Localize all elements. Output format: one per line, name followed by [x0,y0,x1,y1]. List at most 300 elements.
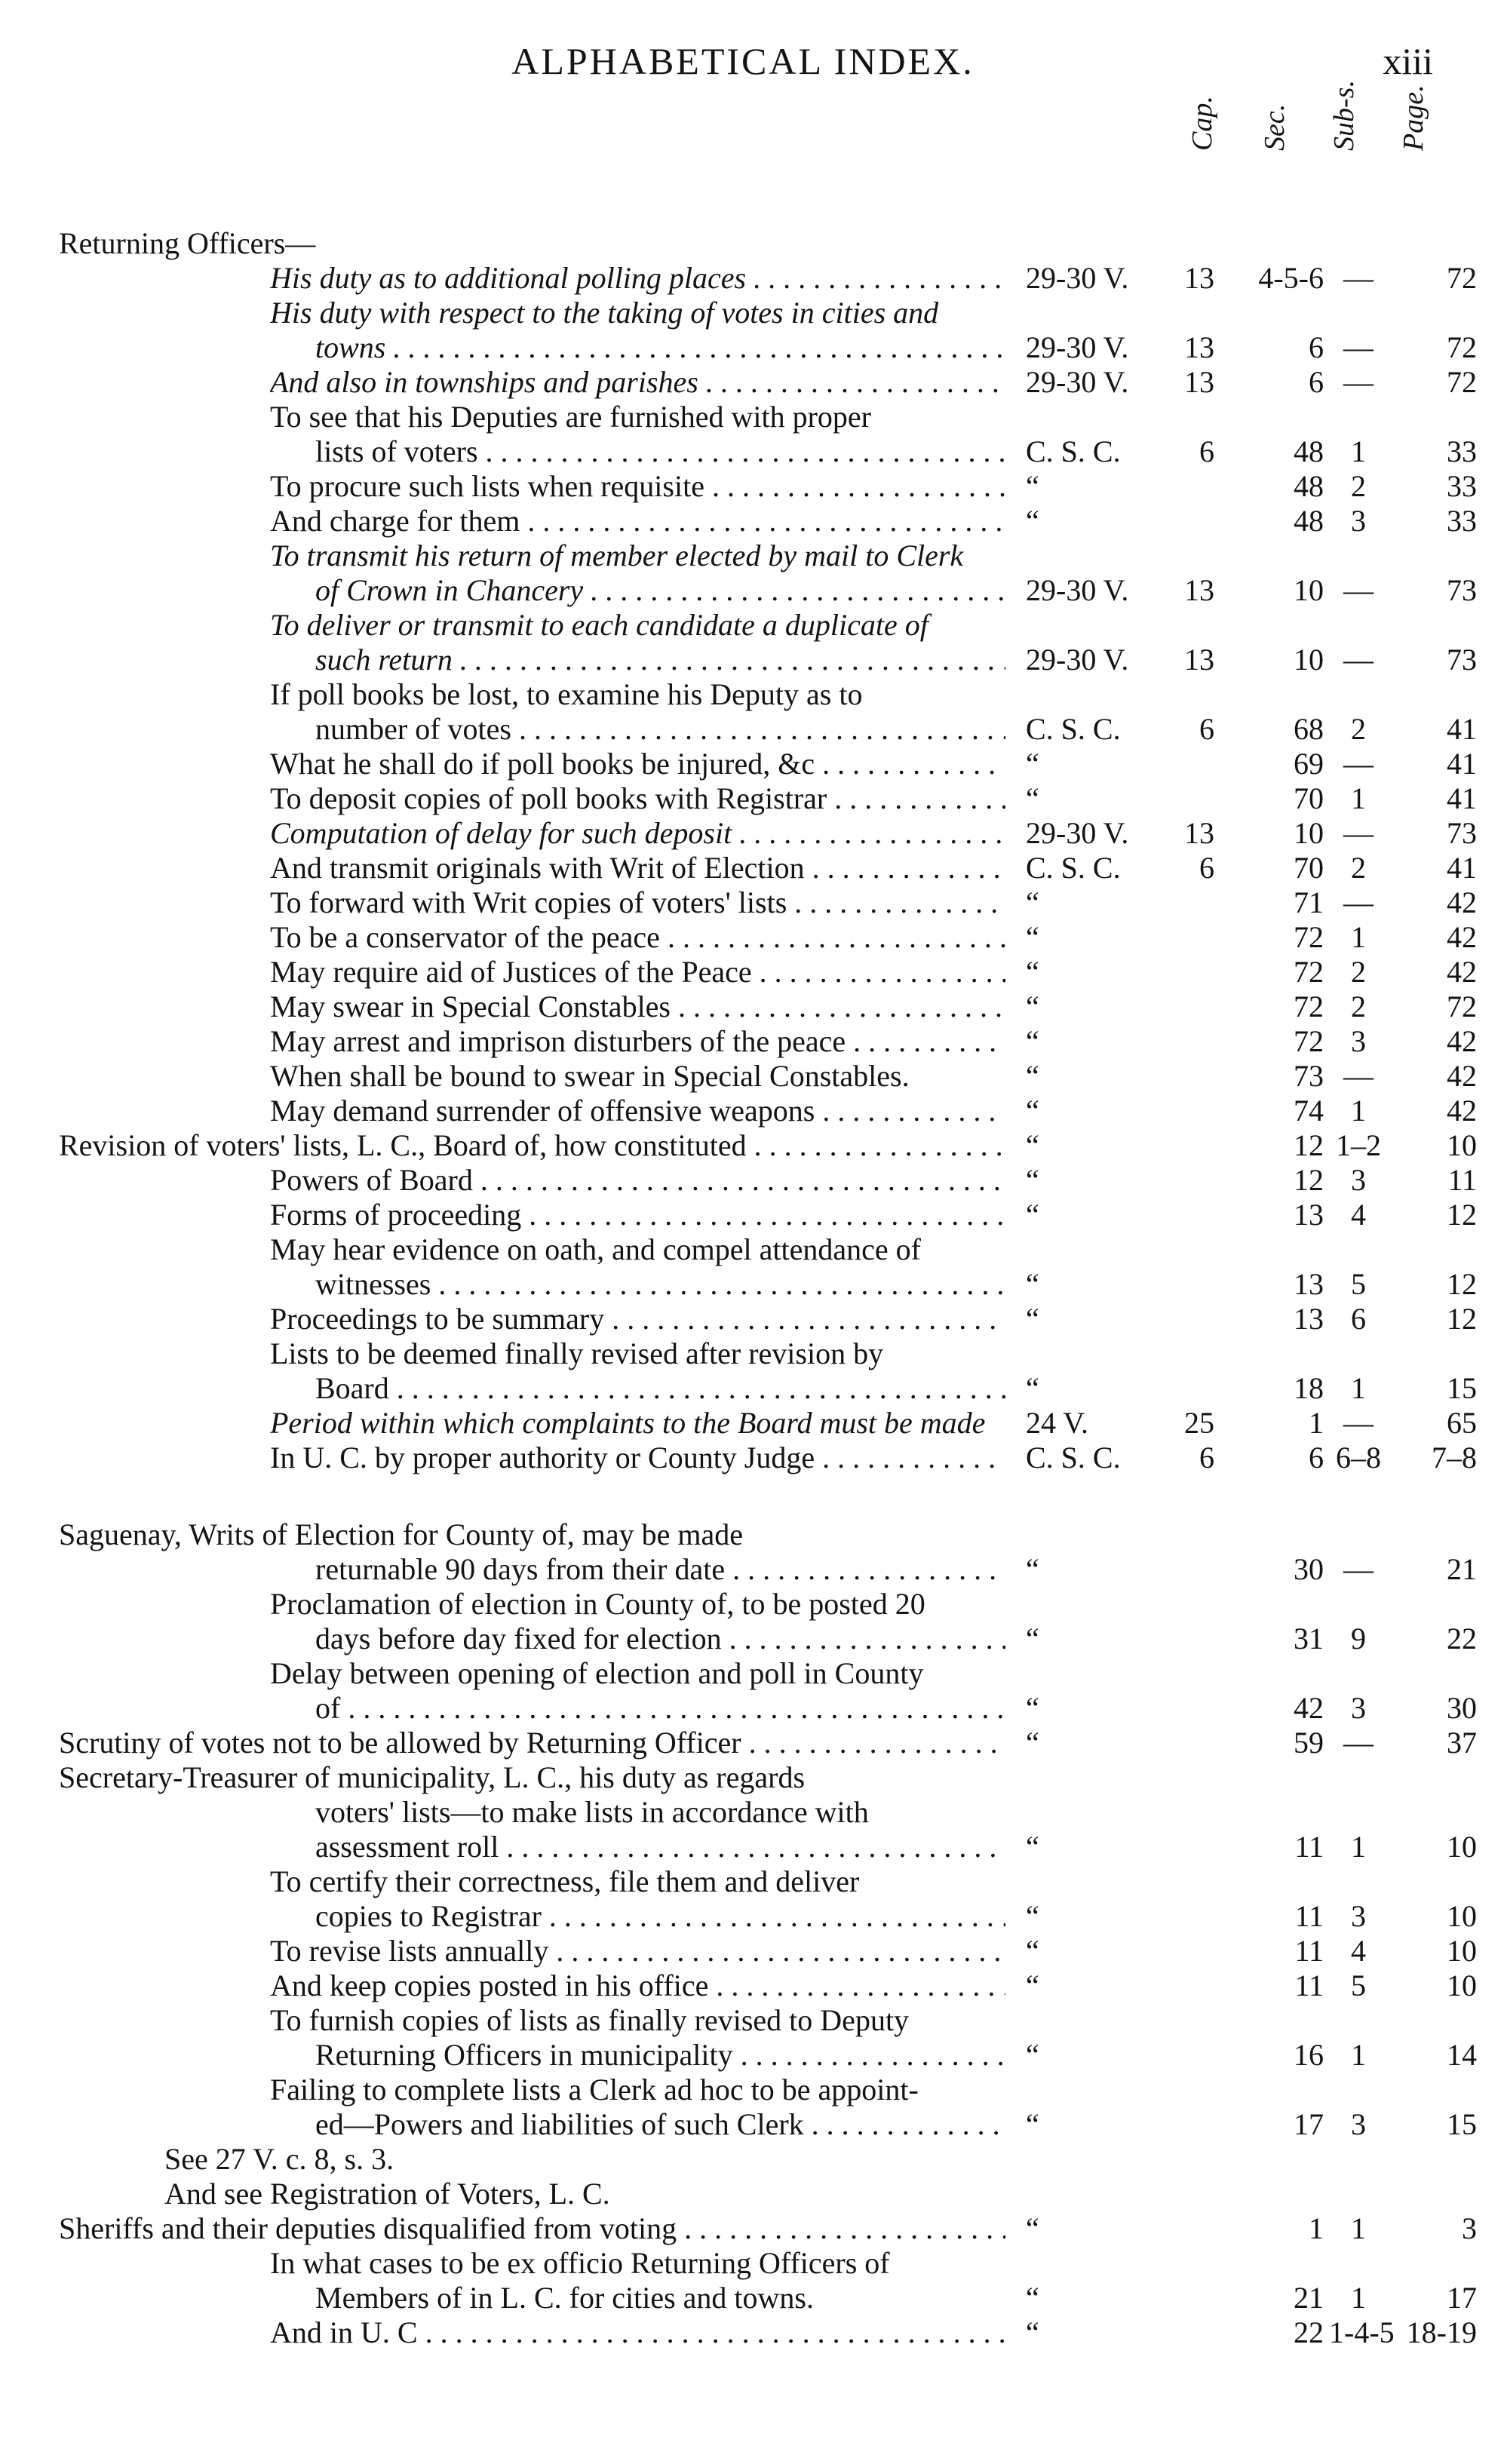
entry-sub: 2 [1351,990,1366,1023]
entry-cap [1162,781,1214,816]
entry-sub [1329,677,1388,712]
entry-act [1026,1864,1158,1899]
entry-sub: — [1343,816,1374,850]
entry-act: “ [1026,885,1039,919]
index-entry [0,1232,1504,1267]
entry-sec: 68 [1294,712,1324,746]
entry-page [1388,1517,1477,1552]
entry-text: To deposit copies of poll books with Registrar . . . [270,781,1005,816]
entry-cap [1162,539,1214,573]
entry-cap [1162,1267,1214,1302]
entry-page: 18-19 [1406,2315,1477,2349]
entry-sec [1218,1517,1324,1552]
index-entry [0,2142,1504,2177]
entry-page: 10 [1447,1934,1477,1968]
entry-sec: 42 [1294,1691,1324,1725]
entry-text: To furnish copies of lists as finally revised to Deputy [270,2003,910,2037]
entry-page: 17 [1447,2281,1477,2315]
entry-act: “ [1026,1024,1039,1058]
entry-sec [1218,1795,1324,1830]
entry-act [1026,400,1158,434]
entry-sec: 71 [1294,885,1324,919]
entry-sec: 48 [1294,469,1324,503]
entry-sec [1218,1656,1324,1691]
entry-act: C. S. C. [1026,712,1121,746]
entry-cap: 13 [1184,261,1214,295]
entry-sec: 72 [1294,990,1324,1023]
entry-act: 29-30 V. [1026,365,1129,399]
index-entry [0,1864,1504,1899]
entry-sub: — [1343,885,1374,919]
entry-sub: 3 [1351,1899,1366,1933]
index-entry [0,1795,1504,1830]
entry-text: Secretary-Treasurer of municipality, L. C., his duty as regards [59,1760,806,1794]
entry-sec: 6 [1309,365,1324,399]
entry-cap [1162,1691,1214,1726]
entry-cap: 13 [1184,816,1214,850]
entry-cap [1162,1587,1214,1622]
entry-sub: 1 [1351,1094,1366,1128]
entry-sub: 1 [1351,2281,1366,2315]
entry-text: May swear in Special Constables . . . [270,990,1005,1024]
entry-act: C. S. C. [1026,434,1121,468]
entry-cap [1162,920,1214,955]
entry-act: “ [1026,2315,1039,2349]
entry-page: 33 [1447,504,1477,538]
entry-cap [1162,1656,1214,1691]
entry-cap [1162,1302,1214,1336]
index-entry [0,1094,1504,1128]
entry-page [1388,1656,1477,1691]
entry-page: 72 [1447,365,1477,399]
entry-text: And transmit originals with Writ of Election . . . [270,851,1005,885]
entry-page: 72 [1447,330,1477,364]
entry-act [1026,2177,1158,2211]
entry-act: 29-30 V. [1026,261,1129,295]
entry-cap: 13 [1184,573,1214,607]
entry-sec: 11 [1294,1934,1324,1968]
entry-cap [1162,1622,1214,1656]
entry-page [1388,296,1477,330]
entry-act: C. S. C. [1026,1441,1121,1474]
index-entry [0,2073,1504,2107]
entry-act [1026,296,1158,330]
entry-page [1388,1760,1477,1795]
entry-cap [1162,226,1214,261]
entry-sec: 1 [1309,2211,1324,2245]
entry-sec: 72 [1294,1024,1324,1058]
entry-act: “ [1026,955,1039,989]
column-head-cap: Cap. [1186,96,1218,151]
entry-page [1388,1336,1477,1371]
entry-cap [1162,955,1214,990]
entry-page: 10 [1447,1899,1477,1933]
entry-page: 10 [1447,1968,1477,2002]
entry-page [1388,2003,1477,2038]
entry-cap [1162,1371,1214,1406]
entry-sec: 74 [1294,1094,1324,1128]
entry-text: Period within which complaints to the Board must be made [270,1406,986,1440]
index-entry [0,1517,1504,1552]
entry-sec [1218,2142,1324,2177]
entry-text: What he shall do if poll books be injured, &c . . . [270,747,1005,781]
entry-sec: 10 [1294,643,1324,677]
index-entry [0,1830,1504,1864]
entry-sec: 30 [1294,1552,1324,1586]
entry-text: Returning Officers— [59,226,316,260]
index-entry [0,1441,1504,1475]
index-entry [0,1726,1504,1760]
entry-act [1026,608,1158,643]
entry-sec [1218,1760,1324,1795]
entry-sub: — [1343,1552,1374,1586]
entry-page: 42 [1447,955,1477,989]
entry-sub: 3 [1351,1024,1366,1058]
entry-act: “ [1026,781,1039,815]
entry-text: days before day fixed for election . . . [315,1622,1005,1656]
entry-sub: — [1343,261,1374,295]
entry-text: returnable 90 days from their date . . . [315,1552,1005,1587]
entry-act: “ [1026,747,1039,781]
index-entry [0,2315,1504,2350]
entry-page: 3 [1462,2211,1477,2245]
entry-act [1026,2246,1158,2281]
entry-sec [1218,2003,1324,2038]
entry-cap [1162,469,1214,504]
entry-sub: 5 [1351,1968,1366,2002]
entry-text: See 27 V. c. 8, s. 3. [164,2142,394,2176]
entry-act: “ [1026,1198,1039,1232]
entry-text: Members of in L. C. for cities and towns. [315,2281,814,2315]
entry-sec [1218,2246,1324,2281]
entry-sub [1329,1587,1388,1622]
entry-page: 42 [1447,1024,1477,1058]
entry-text: And see Registration of Voters, L. C. [164,2177,610,2211]
entry-cap [1162,1864,1214,1899]
entry-page: 15 [1447,1371,1477,1405]
index-entry [0,885,1504,920]
entry-page [1388,226,1477,261]
entry-act [1026,2142,1158,2177]
entry-text: of . . . [315,1691,1005,1726]
entry-sec: 13 [1294,1302,1324,1336]
entry-act: “ [1026,1094,1039,1128]
entry-cap [1162,2177,1214,2211]
entry-sub [1329,2003,1388,2038]
entry-sub: — [1343,1406,1374,1440]
entry-page [1388,1587,1477,1622]
entry-sub: 2 [1351,469,1366,503]
entry-text: Proclamation of election in County of, to be posted 20 [270,1587,925,1621]
entry-cap: 13 [1184,643,1214,677]
page-number: xiii [1383,40,1433,82]
index-entry [0,990,1504,1024]
entry-act [1026,1517,1158,1552]
entry-sub: 1 [1351,1371,1366,1405]
entry-text: And keep copies posted in his office . . . [270,1968,1005,2003]
entry-page: 22 [1447,1622,1477,1655]
entry-cap [1162,2038,1214,2073]
index-entry [0,2107,1504,2142]
entry-text: To be a conservator of the peace . . . [270,920,1005,955]
entry-page: 10 [1447,1830,1477,1864]
entry-cap: 25 [1184,1406,1214,1440]
index-entry [0,226,1504,261]
entry-text: Powers of Board . . . [270,1163,1005,1198]
entry-text: To transmit his return of member elected by mail to Clerk [270,539,964,572]
index-entries [0,226,1504,2350]
entry-page: 12 [1447,1267,1477,1301]
entry-cap [1162,1232,1214,1267]
entry-sec: 59 [1294,1726,1324,1760]
entry-sub [1329,1517,1388,1552]
entry-act [1026,539,1158,573]
entry-text: And in U. C . . . [270,2315,1005,2350]
entry-cap [1162,1059,1214,1094]
entry-cap [1162,2281,1214,2315]
entry-sec [1218,400,1324,434]
index-entry [0,1968,1504,2003]
index-entry [0,1163,1504,1198]
entry-cap [1162,1163,1214,1198]
entry-page: 41 [1447,851,1477,885]
entry-page [1388,1864,1477,1899]
entry-sub [1329,1864,1388,1899]
entry-page [1388,2073,1477,2107]
entry-sec: 16 [1294,2038,1324,2072]
entry-sub: 3 [1351,2107,1366,2141]
entry-cap [1162,1830,1214,1864]
entry-sec [1218,226,1324,261]
entry-act [1026,1795,1158,1830]
entry-act: “ [1026,1622,1039,1655]
entry-sec: 69 [1294,747,1324,781]
entry-text: towns . . . [315,330,1005,365]
entry-text: To certify their correctness, file them and deliver [270,1864,860,1898]
entry-act: 29-30 V. [1026,330,1129,364]
entry-act: “ [1026,1934,1039,1968]
entry-sub [1329,1795,1388,1830]
entry-page: 14 [1447,2038,1477,2072]
entry-sec: 12 [1294,1163,1324,1197]
entry-page: 42 [1447,920,1477,954]
entry-page [1388,2177,1477,2211]
running-head [53,39,1433,100]
entry-act: “ [1026,469,1039,503]
entry-cap [1162,1094,1214,1128]
entry-sub: 1 [1351,434,1366,468]
entry-page: 41 [1447,747,1477,781]
entry-cap [1162,1552,1214,1587]
entry-act: “ [1026,1059,1039,1093]
entry-page: 42 [1447,1059,1477,1093]
entry-sec: 70 [1294,851,1324,885]
entry-text: assessment roll . . . [315,1830,1005,1864]
entry-text: To revise lists annually . . . [270,1934,1005,1968]
entry-sub: 3 [1351,1163,1366,1197]
entry-sub [1329,1232,1388,1267]
entry-sec [1218,1336,1324,1371]
entry-cap [1162,2246,1214,2281]
entry-text: Scrutiny of votes not to be allowed by Returning Officer . . . [59,1726,1005,1760]
entry-text: Saguenay, Writs of Election for County of, may be made [59,1517,744,1551]
entry-text: Returning Officers in municipality . . . [315,2038,1005,2073]
index-entry [0,643,1504,677]
entry-sec [1218,1864,1324,1899]
entry-text: His duty as to additional polling places . . . [270,261,1005,296]
entry-page [1388,1232,1477,1267]
entry-sub: 2 [1351,851,1366,885]
entry-sec: 73 [1294,1059,1324,1093]
entry-sub [1329,2246,1388,2281]
entry-act [1026,1587,1158,1622]
entry-text: such return . . . [315,643,1005,677]
entry-text: Delay between opening of election and poll in County [270,1656,924,1690]
entry-cap [1162,1760,1214,1795]
entry-page: 41 [1447,712,1477,746]
entry-text: His duty with respect to the taking of votes in cities and [270,296,939,330]
index-entry [0,573,1504,608]
entry-text: number of votes . . . [315,712,1005,747]
index-entry [0,330,1504,365]
entry-sub: 4 [1351,1198,1366,1232]
entry-page: 30 [1447,1691,1477,1725]
entry-page: 21 [1447,1552,1477,1586]
entry-cap [1162,2003,1214,2038]
entry-cap [1162,1968,1214,2003]
entry-text: In U. C. by proper authority or County Judge . . . [270,1441,1005,1475]
entry-sub: 3 [1351,1691,1366,1725]
entry-sub: 9 [1351,1622,1366,1655]
entry-sub: — [1343,643,1374,677]
entry-act: “ [1026,1371,1039,1405]
entry-cap [1162,608,1214,643]
entry-cap [1162,1934,1214,1968]
index-entry [0,1302,1504,1336]
entry-page [1388,2246,1477,2281]
entry-sec: 4-5-6 [1258,261,1324,295]
index-entry [0,1128,1504,1163]
entry-act: “ [1026,1899,1039,1933]
index-entry [0,920,1504,955]
entry-act: “ [1026,2211,1039,2245]
entry-sec: 17 [1294,2107,1324,2141]
index-entry [0,434,1504,469]
entry-cap [1162,1795,1214,1830]
entry-sub [1329,1760,1388,1795]
entry-act: C. S. C. [1026,851,1121,885]
entry-sub: 1-4-5 [1329,2315,1395,2349]
entry-cap [1162,747,1214,781]
entry-cap [1162,400,1214,434]
entry-text: Lists to be deemed finally revised after revision by [270,1336,884,1370]
entry-page [1388,2142,1477,2177]
entry-sub [1329,226,1388,261]
entry-text: voters' lists—to make lists in accordance with [315,1795,869,1829]
column-head-sec: Sec. [1259,103,1291,151]
entry-sec: 22 [1294,2315,1324,2349]
entry-act: “ [1026,990,1039,1023]
entry-sec [1218,608,1324,643]
entry-text: To procure such lists when requisite . . . [270,469,1005,504]
page-title: ALPHABETICAL INDEX. [511,40,975,82]
entry-cap [1162,2073,1214,2107]
entry-cap [1162,1517,1214,1552]
index-entry [0,539,1504,573]
index-entry [0,1406,1504,1441]
entry-page: 12 [1447,1302,1477,1336]
entry-sec: 70 [1294,781,1324,815]
entry-text: When shall be bound to swear in Special Constables. [270,1059,910,1093]
index-entry [0,1267,1504,1302]
entry-act: “ [1026,2038,1039,2072]
entry-text: lists of voters . . . [315,434,1005,469]
entry-act: “ [1026,1968,1039,2002]
index-entry [0,747,1504,781]
entry-sub [1329,400,1388,434]
entry-page: 42 [1447,1094,1477,1128]
entry-cap [1162,1899,1214,1934]
entry-text: In what cases to be ex officio Returning Officers of [270,2246,890,2280]
entry-cap [1162,2211,1214,2246]
entry-text: May require aid of Justices of the Peace . . . [270,955,1005,990]
entry-text: Proceedings to be summary . . . [270,1302,1005,1336]
index-entry [0,1059,1504,1094]
entry-page: 33 [1447,434,1477,468]
index-entry [0,1622,1504,1656]
entry-sec: 48 [1294,434,1324,468]
entry-act: “ [1026,920,1039,954]
index-entry [0,1587,1504,1622]
index-entry [0,2038,1504,2073]
entry-page: 65 [1447,1406,1477,1440]
entry-cap: 6 [1199,1441,1214,1474]
index-entry [0,1371,1504,1406]
entry-sub: 3 [1351,504,1366,538]
index-entry [0,1024,1504,1059]
entry-sec [1218,1587,1324,1622]
entry-sub: 2 [1351,712,1366,746]
entry-text: Board . . . [315,1371,1005,1406]
index-entry [0,608,1504,643]
entry-sec: 6 [1309,330,1324,364]
entry-sub [1329,539,1388,573]
entry-text: And charge for them . . . [270,504,1005,539]
entry-sub [1329,1336,1388,1371]
entry-sub [1329,2142,1388,2177]
entry-act: 24 V. [1026,1406,1089,1440]
entry-act [1026,1232,1158,1267]
entry-text: May demand surrender of offensive weapons . . . [270,1094,1005,1128]
entry-sec [1218,2177,1324,2211]
entry-text: To forward with Writ copies of voters' lists . . . [270,885,1005,920]
entry-act: “ [1026,1830,1039,1864]
entry-sub [1329,2073,1388,2107]
entry-page: 7–8 [1432,1441,1477,1474]
entry-cap [1162,1726,1214,1760]
entry-cap [1162,990,1214,1024]
entry-page: 37 [1447,1726,1477,1760]
entry-page [1388,677,1477,712]
index-entry [0,1198,1504,1232]
entry-sub: — [1343,573,1374,607]
entry-sub: 1 [1351,781,1366,815]
entry-act: 29-30 V. [1026,643,1129,677]
entry-page [1388,1795,1477,1830]
entry-sub: 1 [1351,920,1366,954]
entry-act [1026,1760,1158,1795]
entry-page [1388,400,1477,434]
